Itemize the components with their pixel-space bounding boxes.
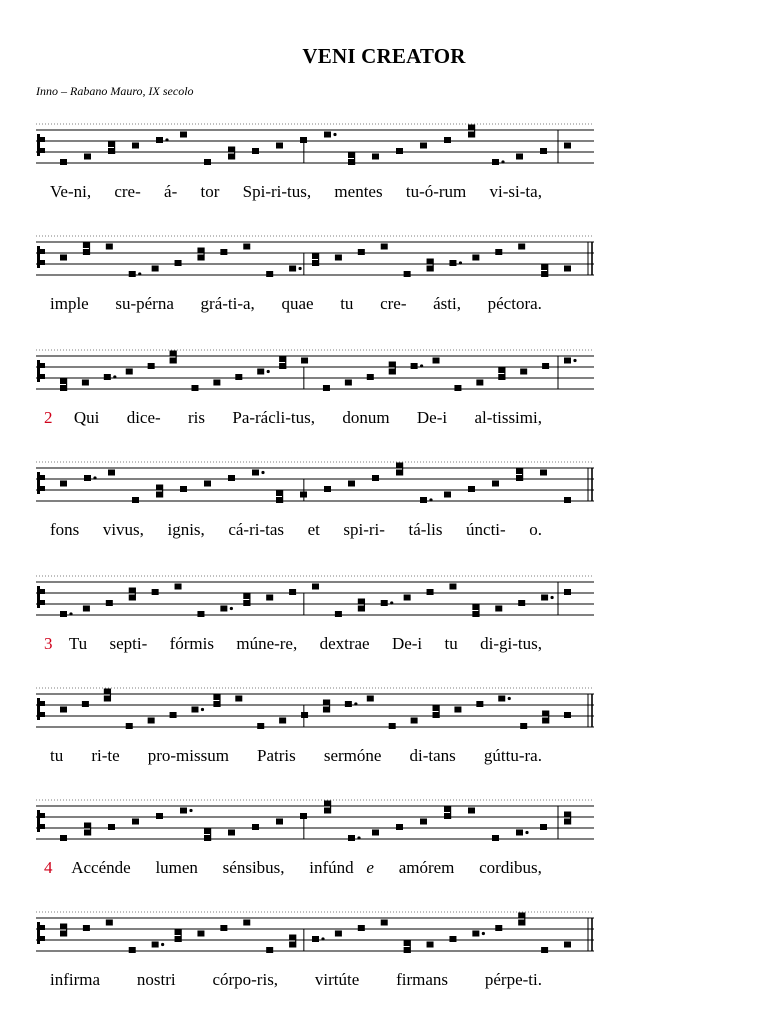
neume-note [492,481,499,487]
neume-note [335,255,342,261]
lyric-syllable: ri-te [91,746,120,765]
neume-note [518,913,525,926]
neume-note [108,141,115,154]
lyric-syllable: cre- [380,294,407,313]
neume-note [498,367,505,380]
neume-note [180,132,187,138]
lyric-syllable: pro-missum [147,746,229,765]
c-clef-icon [37,246,45,268]
lyric-syllable: Tu [68,634,88,653]
neume-note [289,935,296,948]
lyric-syllable: gúttu-ra. [483,746,542,765]
neume-note [108,824,115,830]
neume-note [476,701,483,707]
neume-note [191,707,204,713]
neume-note [420,497,433,503]
neume-note [104,374,117,380]
neume-note [60,611,73,617]
lyric-syllable: tu [444,634,458,653]
neume-note [84,154,91,160]
neume-note [540,824,547,830]
neume-note [449,584,456,590]
neume-note [108,470,115,476]
neume-note [396,148,403,154]
neume-note [175,929,182,942]
lyric-syllable: grá-ti-a, [200,294,255,313]
lyric-syllable: péctora. [487,294,542,313]
neume-note [345,701,358,707]
neume-note [476,380,483,386]
neume-note [444,806,451,819]
neume-note [312,936,325,942]
lyric-syllable: Spi-ri-tus, [242,182,312,201]
neume-note [348,481,355,487]
neume-note [252,470,265,476]
page-title: VENI CREATOR [302,44,466,68]
neume-note [175,584,182,590]
lyric-syllable: De-i [391,634,423,653]
neume-note [444,492,451,498]
neume-note [257,369,270,375]
lyric-syllable: dice- [126,408,161,427]
neume-note [427,589,434,595]
c-clef-icon [37,922,45,944]
neume-note [235,696,242,702]
neume-note [60,707,67,713]
neume-note [312,584,319,590]
neume-note [266,947,273,953]
neume-note [372,475,379,481]
c-clef-icon [37,586,45,608]
neume-note [289,266,302,272]
neume-note [129,271,142,277]
neume-note [243,593,250,606]
neume-note [516,468,523,481]
lyric-syllable: donum [342,408,390,427]
neume-note [381,600,394,606]
neume-note [542,363,549,369]
neume-note [564,712,571,718]
neume-note [257,723,264,729]
neume-note [564,497,571,503]
neume-note [541,947,548,953]
neume-note [279,356,286,369]
lyric-syllable: tá-lis [408,520,443,539]
neume-note [396,824,403,830]
neume-note [60,378,67,391]
neume-note [132,497,139,503]
neume-note [132,143,139,149]
neume-note [372,830,379,836]
lyrics-line [36,634,596,654]
neume-note [541,595,554,601]
neume-note [420,143,427,149]
neume-note [266,595,273,601]
neume-note [197,931,204,937]
lyric-syllable: tu-ó-rum [405,182,467,201]
neume-note [132,819,139,825]
neume-note [381,920,388,926]
verse-number: 4 [44,858,53,877]
neume-note [404,940,411,953]
lyric-syllable: cá-ri-tas [228,520,285,539]
neume-note [180,486,187,492]
neume-note [170,351,177,364]
neume-note [129,947,136,953]
neume-note [564,589,571,595]
neume-note [60,835,67,841]
neume-note [492,159,505,165]
lyric-syllable: lumen [155,858,198,877]
lyrics-line [36,746,596,766]
lyric-syllable: ásti, [433,294,461,313]
neume-note [156,813,163,819]
neume-note [204,159,211,165]
neume-note [518,244,525,250]
neume-note [82,380,89,386]
neume-note [252,824,259,830]
lyric-syllable: fons [50,520,80,539]
neume-note [323,385,330,391]
lyric-syllable: sénsibus, [222,858,285,877]
lyric-syllable: tu [50,746,64,765]
neume-note [495,249,502,255]
neume-note [279,718,286,724]
lyric-syllable: spi-ri- [343,520,385,539]
neume-note [433,358,440,364]
neume-note [204,828,211,841]
neume-note [540,470,547,476]
neume-note [411,363,424,369]
neume-note [106,600,113,606]
lyric-syllable: tu [340,294,354,313]
lyric-syllable: Accénde [71,858,131,877]
lyric-syllable: Patris [257,746,296,765]
lyric-syllable: nostri [136,970,176,989]
neume-note [516,830,529,836]
lyric-syllable: córpo-ris, [212,970,279,989]
neume-note [404,595,411,601]
neume-note [516,154,523,160]
lyrics-line [36,408,596,428]
lyric-syllable: mentes [334,182,383,201]
neume-note [220,606,233,612]
c-clef-icon [37,134,45,156]
lyrics-line [36,970,596,990]
neume-note [324,801,331,814]
lyric-syllable: di-gi-tus, [480,634,542,653]
neume-note [83,606,90,612]
neume-note [170,712,177,718]
neume-note [564,812,571,825]
neume-note [389,362,396,375]
neume-note [301,358,308,364]
neume-note [389,723,396,729]
c-clef-icon [37,810,45,832]
neume-note [106,244,113,250]
neume-note [84,475,97,481]
lyric-syllable: Ve-ni, [50,182,92,201]
verse-number: 2 [44,408,53,427]
neume-note [197,611,204,617]
neume-note [235,374,242,380]
neume-note [541,264,548,277]
lyric-syllable: e [366,858,374,877]
lyric-syllable: amórem [398,858,455,877]
neume-note [228,147,235,160]
neume-note [444,137,451,143]
lyric-syllable: Qui [73,408,100,427]
neume-note [454,707,461,713]
neume-note [492,835,499,841]
neume-note [220,249,227,255]
neume-note [324,486,331,492]
lyric-syllable: úncti- [466,520,506,539]
neume-note [335,931,342,937]
neume-note [126,369,133,375]
neume-note [276,143,283,149]
lyric-syllable: al-tissimi, [474,408,542,427]
c-clef-icon [37,698,45,720]
neume-note [60,481,67,487]
neume-note [468,125,475,138]
neume-note [495,606,502,612]
neume-note [60,255,67,261]
lyric-syllable: múne-re, [236,634,298,653]
neume-note [454,385,461,391]
lyric-syllable: virtúte [314,970,360,989]
neume-note [381,244,388,250]
lyric-syllable: infúnd [309,858,354,877]
neume-note [175,260,182,266]
lyric-syllable: infirma [50,970,101,989]
neume-note [213,694,220,707]
neume-note [252,148,259,154]
neume-note [427,942,434,948]
lyric-syllable: septi- [109,634,148,653]
neume-note [324,132,337,138]
neume-note [104,689,111,702]
lyric-syllable: cordibus, [479,858,542,877]
neume-note [449,936,456,942]
neume-note [358,249,365,255]
neume-note [335,611,342,617]
neume-note [358,925,365,931]
neume-note [148,718,155,724]
neume-note [82,701,89,707]
lyric-syllable: Pa-rácli-tus, [232,408,315,427]
neume-note [152,942,165,948]
neume-note [468,808,475,814]
neume-note [191,385,198,391]
lyric-syllable: et [307,520,320,539]
neume-note [180,808,193,814]
neume-note [323,700,330,713]
neume-note [498,696,511,702]
neume-note [220,925,227,931]
neume-note [213,380,220,386]
neume-note [83,242,90,255]
lyrics-line [36,520,596,540]
neume-note [540,148,547,154]
neume-note [312,253,319,266]
hymn-attribution: Inno – Rabano Mauro, IX secolo [36,84,194,98]
neume-note [520,369,527,375]
neume-note [396,463,403,476]
verse-number: 3 [44,634,53,653]
lyric-syllable: di-tans [409,746,456,765]
neume-note [266,271,273,277]
c-clef-icon [37,360,45,382]
lyrics-line [36,294,596,314]
lyric-syllable: De-i [416,408,448,427]
c-clef-icon [37,472,45,494]
neume-note [228,475,235,481]
lyric-syllable: á- [164,182,178,201]
neume-note [372,154,379,160]
neume-note [156,137,169,143]
neume-note [289,589,296,595]
neume-note [228,830,235,836]
neume-note [564,143,571,149]
neume-note [348,152,355,165]
neume-note [106,920,113,926]
neume-note [243,920,250,926]
neume-note [427,259,434,272]
lyric-syllable: o. [529,520,542,539]
neume-note [542,711,549,724]
neume-note [276,819,283,825]
neume-note [404,271,411,277]
neume-note [495,925,502,931]
neume-note [276,490,283,503]
lyric-syllable: vi-si-ta, [489,182,542,201]
neume-note [564,942,571,948]
neume-note [411,718,418,724]
neume-note [60,924,67,937]
neume-note [243,244,250,250]
neume-note [449,260,462,266]
neume-note [129,588,136,601]
neume-note [152,589,159,595]
lyric-syllable: vivus, [102,520,144,539]
neume-note [518,600,525,606]
lyric-syllable: tor [200,182,220,201]
neume-note [564,266,571,272]
lyric-syllable: quae [281,294,314,313]
lyric-syllable: sermóne [323,746,382,765]
neume-note [126,723,133,729]
neume-note [348,835,361,841]
neume-note [148,363,155,369]
lyrics-line [36,858,596,878]
neume-note [84,823,91,836]
neume-note [345,380,352,386]
neume-note [60,159,67,165]
lyric-syllable: dextrae [319,634,370,653]
lyric-syllable: imple [50,294,89,313]
lyric-syllable: cre- [114,182,141,201]
neume-note [156,485,163,498]
neume-note [520,723,527,729]
neume-note [83,925,90,931]
lyrics-line [36,182,596,202]
lyric-syllable: firmans [396,970,449,989]
neume-note [468,486,475,492]
lyric-syllable: ris [188,408,206,427]
neume-note [564,358,577,364]
neume-note [367,696,374,702]
neume-note [433,705,440,718]
neume-note [472,931,485,937]
neume-note [301,712,308,718]
neume-note [367,374,374,380]
neume-note [197,248,204,261]
lyric-syllable: ignis, [167,520,205,539]
neume-note [472,255,479,261]
neume-note [472,604,479,617]
neume-note [420,819,427,825]
lyric-syllable: fórmis [169,634,214,653]
neume-note [152,266,159,272]
lyric-syllable: pérpe-ti. [484,970,542,989]
neume-note [204,481,211,487]
lyric-syllable: su-pérna [115,294,174,313]
neume-note [358,599,365,612]
